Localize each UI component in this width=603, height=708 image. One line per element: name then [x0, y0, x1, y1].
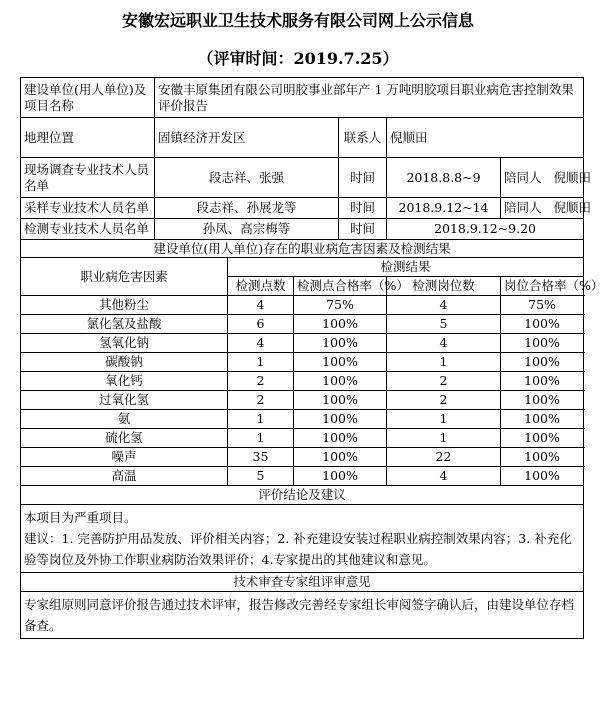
post-count: 4	[387, 296, 501, 315]
post-rate: 100%	[501, 391, 584, 410]
survey-time-value: 2018.8.8~9	[387, 158, 501, 198]
column-header-point-rate: 检测点合格率（%）	[294, 277, 387, 296]
sampling-escort-value: 倪顺田	[553, 200, 591, 215]
testing-value: 孙凤、高宗梅等	[155, 219, 339, 240]
post-rate: 100%	[501, 353, 584, 372]
point-rate: 100%	[294, 391, 387, 410]
conclusion-line-1: 本项目为严重项目。	[24, 510, 137, 525]
factor-name: 氧化钙	[21, 372, 228, 391]
post-count: 2	[387, 391, 501, 410]
point-count: 2	[228, 391, 294, 410]
hazard-factor-header: 职业病危害因素	[21, 258, 228, 296]
survey-escort-label: 陪同人	[504, 169, 542, 185]
post-rate: 100%	[501, 410, 584, 429]
point-rate: 100%	[294, 448, 387, 467]
post-rate: 100%	[501, 315, 584, 334]
point-count: 1	[228, 353, 294, 372]
testing-time-value: 2018.9.12~9.20	[387, 219, 584, 240]
conclusion-title-row	[21, 486, 584, 505]
contact-label: 联系人	[339, 118, 387, 158]
post-rate: 100%	[501, 334, 584, 353]
point-count: 1	[228, 429, 294, 448]
point-rate: 100%	[294, 429, 387, 448]
point-count: 1	[228, 410, 294, 429]
point-count: 5	[228, 467, 294, 486]
table-row	[21, 372, 584, 391]
expert-body-row	[21, 592, 584, 639]
location-value: 固镇经济开发区	[155, 118, 339, 158]
survey-row	[21, 158, 584, 198]
column-header-points: 检测点数	[228, 277, 294, 296]
sampling-escort	[501, 198, 591, 219]
point-count: 6	[228, 315, 294, 334]
survey-escort-value: 倪顺田	[553, 169, 591, 185]
point-rate: 100%	[294, 353, 387, 372]
sampling-label: 采样专业技术人员名单	[21, 198, 155, 219]
conclusion-title: 评价结论及建议	[21, 486, 584, 505]
expert-body: 专家组原则同意评价报告通过技术评审，报告修改完善经专家组长审阅签字确认后，由建设单位存档备查。	[21, 592, 584, 639]
unit-label: 建设单位(用人单位)及项目名称	[21, 78, 155, 118]
table-row	[21, 410, 584, 429]
expert-title-row	[21, 573, 584, 592]
factor-name: 碳酸钠	[21, 353, 228, 372]
post-count: 1	[387, 410, 501, 429]
sampling-row	[21, 198, 584, 219]
factor-name: 过氧化氢	[21, 391, 228, 410]
post-count: 5	[387, 315, 501, 334]
hazard-result-header: 检测结果	[228, 258, 584, 277]
hazard-header-row-1	[21, 258, 584, 277]
unit-value: 安徽丰原集团有限公司明胶事业部年产 1 万吨明胶项目职业病危害控制效果评价报告	[155, 78, 584, 118]
column-header-post-rate: 岗位合格率（%）	[501, 277, 584, 296]
factor-name: 氢氧化钠	[21, 334, 228, 353]
survey-value: 段志祥、张强	[155, 158, 339, 198]
survey-time-label: 时间	[339, 158, 387, 198]
post-count: 4	[387, 467, 501, 486]
factor-name: 硫化氢	[21, 429, 228, 448]
conclusion-line-2: 建议：1. 完善防护用品发放、评价相关内容；2. 补充建设安装过程职业病控制效果内容；3. 补充化验等岗位及外协工作职业病防治效果评价；4.专家提出的其他建议和意见。	[24, 531, 572, 567]
point-rate: 100%	[294, 467, 387, 486]
point-rate: 100%	[294, 372, 387, 391]
testing-row	[21, 219, 584, 240]
sampling-time-label: 时间	[339, 198, 387, 219]
conclusion-body	[21, 505, 584, 573]
point-count: 4	[228, 334, 294, 353]
post-rate: 100%	[501, 448, 584, 467]
factor-name: 高温	[21, 467, 228, 486]
post-rate: 75%	[501, 296, 584, 315]
location-label: 地理位置	[21, 118, 155, 158]
contact-value: 倪顺田	[387, 118, 584, 158]
point-rate: 100%	[294, 315, 387, 334]
point-count: 2	[228, 372, 294, 391]
unit-row	[21, 78, 584, 118]
factor-name: 氨	[21, 410, 228, 429]
point-count: 35	[228, 448, 294, 467]
disclosure-table	[20, 77, 603, 639]
factor-name: 其他粉尘	[21, 296, 228, 315]
conclusion-body-row	[21, 505, 584, 573]
point-rate: 100%	[294, 410, 387, 429]
table-row	[21, 467, 584, 486]
post-count: 2	[387, 372, 501, 391]
sampling-value: 段志祥、孙展龙等	[155, 198, 339, 219]
survey-escort	[501, 158, 591, 198]
table-row	[21, 353, 584, 372]
table-row	[21, 315, 584, 334]
table-row	[21, 391, 584, 410]
point-count: 4	[228, 296, 294, 315]
post-rate: 100%	[501, 372, 584, 391]
table-row	[21, 334, 584, 353]
review-time: （评审时间：2019.7.25）	[197, 49, 399, 68]
table-row	[21, 448, 584, 467]
post-count: 22	[387, 448, 501, 467]
post-rate: 100%	[501, 429, 584, 448]
column-header-posts: 检测岗位数	[387, 277, 501, 296]
factor-name: 噪声	[21, 448, 228, 467]
point-rate: 75%	[294, 296, 387, 315]
testing-time-label: 时间	[339, 219, 387, 240]
point-rate: 100%	[294, 334, 387, 353]
factor-name: 氯化氢及盐酸	[21, 315, 228, 334]
hazard-section-row	[21, 240, 584, 258]
table-row	[21, 296, 584, 315]
post-count: 1	[387, 353, 501, 372]
post-rate: 100%	[501, 467, 584, 486]
survey-label: 现场调查专业技术人员名单	[21, 158, 155, 198]
expert-title: 技术审查专家组评审意见	[21, 573, 584, 592]
table-row	[21, 429, 584, 448]
sampling-escort-label: 陪同人	[504, 200, 542, 215]
hazard-section-title: 建设单位(用人单位)存在的职业病危害因素及检测结果	[21, 240, 584, 258]
testing-label: 检测专业技术人员名单	[21, 219, 155, 240]
sampling-time-value: 2018.9.12~14	[387, 198, 501, 219]
page-title: 安徽宏远职业卫生技术服务有限公司网上公示信息	[121, 11, 474, 30]
post-count: 4	[387, 334, 501, 353]
post-count: 1	[387, 429, 501, 448]
location-row	[21, 118, 584, 158]
